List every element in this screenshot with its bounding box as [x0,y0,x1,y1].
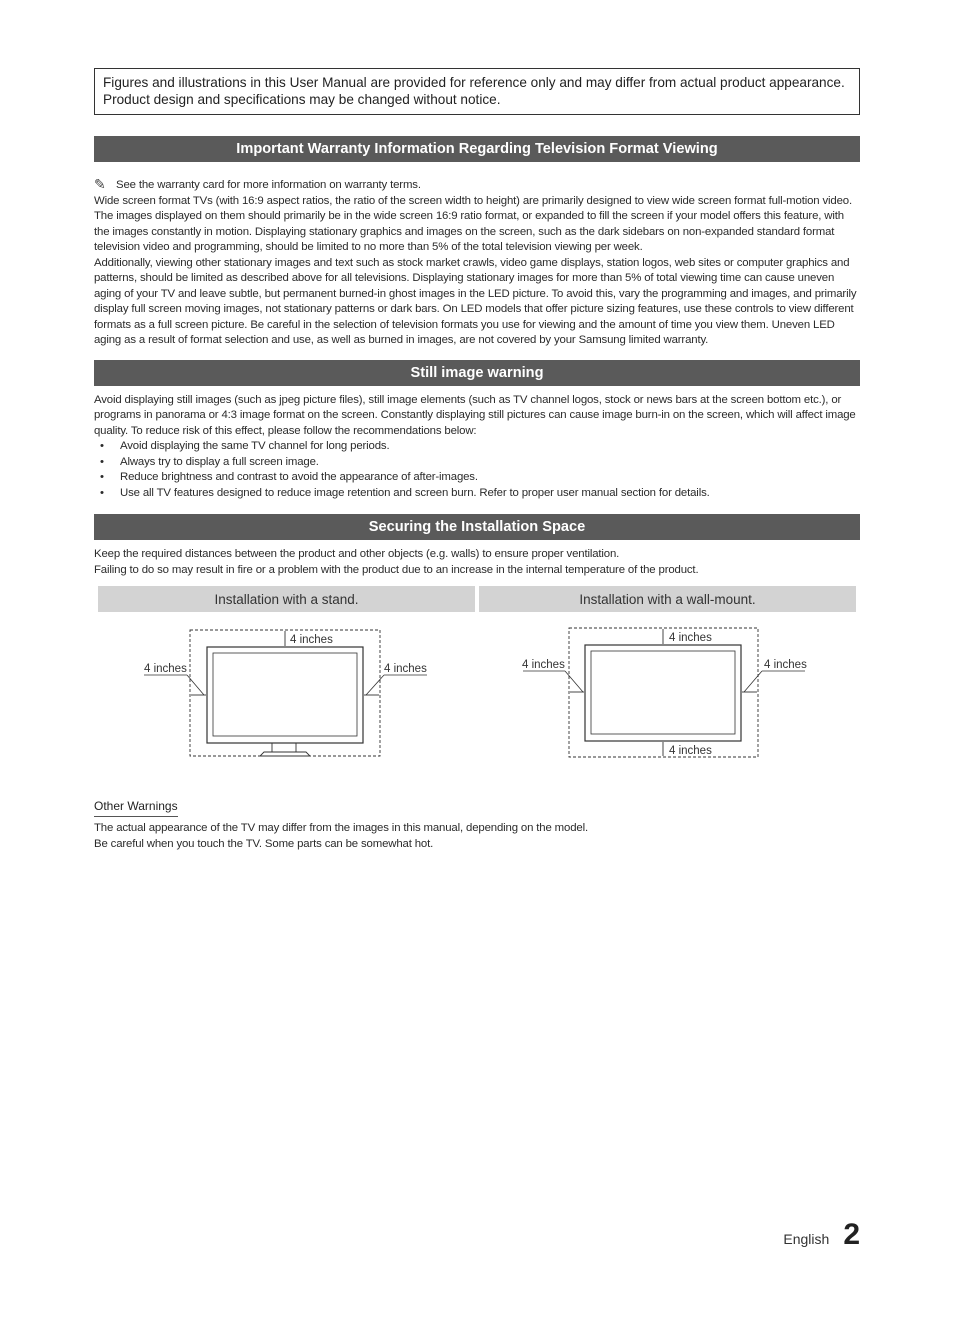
wall-bottom-distance-label: 4 inches [669,745,712,757]
other-warnings-title: Other Warnings [94,799,178,817]
pencil-note-icon: ✎ [94,176,106,192]
stand-clearance-box [190,630,380,756]
footer-language: English [783,1231,830,1247]
wall-clearance-box [569,628,758,757]
stand-tv-frame [207,647,363,743]
installation-section-title: Securing the Installation Space [94,514,860,540]
stand-install-header: Installation with a stand. [98,586,475,612]
still-image-section-title: Still image warning [94,360,860,386]
disclaimer-line-2: Product design and specifications may be changed without notice. [103,92,501,107]
list-item: • Always try to display a full screen image. [94,455,860,471]
still-image-body [94,393,860,502]
wall-right-arrow [744,671,762,692]
installation-diagrams [94,612,860,762]
warranty-paragraph-2: Additionally, viewing other stationary images and text such as stock market crawls, video game displays, station logos, web sites or computer graphics and patterns, should be limited as described above for all televisions. Displaying stationary images for more than 5% of total viewing time can cause uneven aging of your TV and leave subtle, but permanent burned-in ghost images in the LED picture. To avoid this, vary the programming and images, and primarily display full screen moving images, not stationary patterns or dark bars. On LED models that offer picture sizing features, use these controls to view different formats as a full screen picture. Be careful in the selection of television formats you use for viewing and the amount of time you view them. Uneven LED aging as a result of format selection and use, as well as burned in images, are not covered by your Samsung limited warranty. [94,256,857,346]
warranty-note-text: See the warranty card for more information on warranty terms. [116,179,421,191]
stand-right-arrow [366,675,384,695]
installation-body [94,547,860,578]
disclaimer-line-1: Figures and illustrations in this User Manual are provided for reference only and may differ from actual product appearance. [103,75,845,90]
wall-right-distance-label: 4 inches [764,659,807,671]
warranty-note [94,177,860,194]
wall-tv-frame [585,645,741,741]
manual-page [94,68,860,852]
wall-mount-diagram [522,628,807,757]
wall-tv-screen [591,651,735,734]
stand-right-distance-label: 4 inches [384,663,427,675]
other-warning-line-2: Be careful when you touch the TV. Some parts can be somewhat hot. [94,837,434,850]
disclaimer-box [94,68,860,115]
warranty-paragraph-1: Wide screen format TVs (with 16:9 aspect ratios, the ratio of the screen width to height) are primarily designed to view wide screen format full-motion video. The images displayed on them should primarily be in the wide screen 16:9 ratio format, or expanded to fill the screen if your model offers this feature, with the images constantly in motion. Displaying stationary graphics and images on the screen, such as the dark sidebars on non-expanded standard format television video and programming, should be limited to no more than 5% of the total television viewing per week. [94,194,852,253]
installation-line-1: Keep the required distances between the product and other objects (e.g. walls) to ensure proper ventilation. [94,548,620,560]
other-warnings-section [94,797,860,852]
warranty-body [94,177,860,349]
page-footer [783,1218,860,1252]
installation-headers [94,586,860,612]
still-image-intro: Avoid displaying still images (such as jpeg picture files), still image elements (such as TV channel logos, stock or news bars at the screen bottom etc.), or programs in panorama or 4:3 image format on the screen. Constantly displaying still pictures can cause image burn-in on the screen, which will affect image quality. To reduce risk of this effect, please follow the recommendations below: [94,393,856,437]
list-item: • Reduce brightness and contrast to avoid the appearance of after-images. [94,470,860,486]
other-warnings-body [94,821,860,852]
page-number: 2 [843,1218,860,1251]
list-item: • Use all TV features designed to reduce image retention and screen burn. Refer to proper user manual section for details. [94,486,860,502]
stand-tv-screen [213,653,357,736]
stand-left-distance-label: 4 inches [144,663,187,675]
wall-install-header: Installation with a wall-mount. [479,586,856,612]
wall-left-distance-label: 4 inches [522,659,565,671]
stand-diagram [144,630,427,756]
stand-tv-neck [272,743,296,752]
stand-top-distance-label: 4 inches [290,634,333,646]
installation-diagram-svg [94,612,860,762]
installation-line-2: Failing to do so may result in fire or a problem with the product due to an increase in the internal temperature of the product. [94,563,699,576]
warranty-section-title: Important Warranty Information Regarding Television Format Viewing [94,136,860,162]
wall-left-arrow [565,671,583,692]
list-item: • Avoid displaying the same TV channel for long periods. [94,439,860,455]
other-warning-line-1: The actual appearance of the TV may differ from the images in this manual, depending on the model. [94,822,588,834]
still-image-recommendations [94,439,860,501]
wall-top-distance-label: 4 inches [669,632,712,644]
stand-tv-base [260,752,310,756]
